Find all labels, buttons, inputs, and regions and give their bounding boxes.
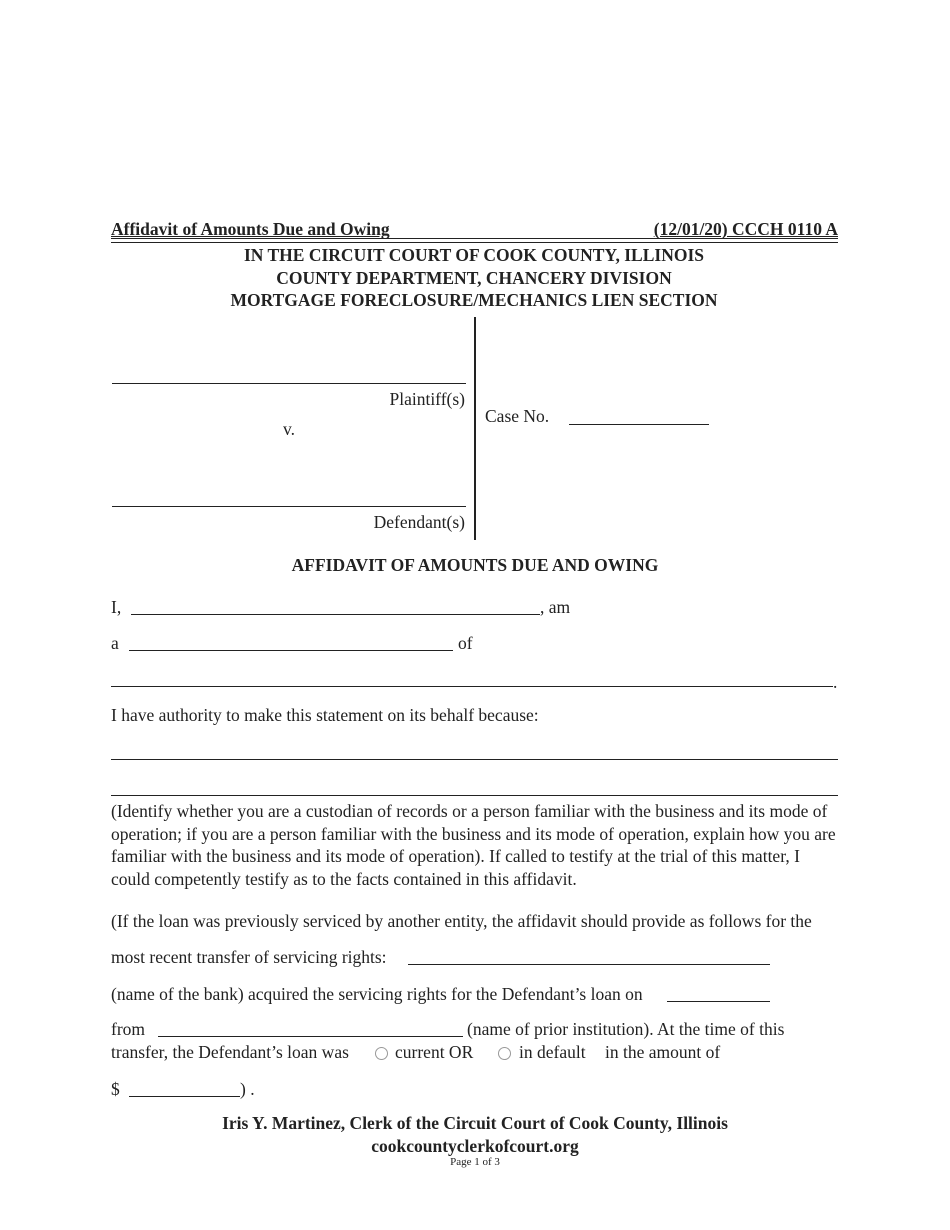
affiant-title-field[interactable] (129, 632, 453, 651)
clerk-website: cookcountyclerkofcourt.org (371, 1136, 579, 1156)
default-label: in default (519, 1042, 586, 1062)
affiant-name-field[interactable] (131, 596, 540, 615)
bank-acquired-text: (name of the bank) acquired the servicing rights for the Defendant’s loan on (111, 984, 643, 1004)
form-code: (12/01/20) CCCH 0110 A (653, 219, 838, 239)
entity-period: . (833, 672, 838, 692)
prior-institution-field[interactable] (158, 1018, 463, 1037)
dollar-sign: $ (111, 1079, 120, 1099)
affidavit-title: AFFIDAVIT OF AMOUNTS DUE AND OWING (291, 555, 659, 575)
entity-field[interactable] (111, 668, 833, 687)
authority-text: I have authority to make this statement on its behalf because: (111, 705, 539, 725)
loan-intro: (If the loan was previously serviced by another entity, the affidavit should provide as follows for the (111, 911, 812, 931)
authority-field-1[interactable] (111, 741, 838, 760)
amount-close: ) . (240, 1079, 255, 1099)
header-rule-1 (111, 238, 838, 239)
header-rule-2 (111, 242, 838, 243)
from-label: from (111, 1019, 146, 1039)
of-suffix: of (458, 633, 473, 653)
case-no-field[interactable] (569, 406, 709, 425)
amount-text: in the amount of (605, 1042, 721, 1062)
recent-transfer-label: most recent transfer of servicing rights: (111, 947, 387, 967)
current-label: current OR (395, 1042, 474, 1062)
court-line-2: COUNTY DEPARTMENT, CHANCERY DIVISION (276, 267, 672, 288)
prior-institution-text: (name of prior institution). At the time of this (467, 1019, 785, 1039)
form-title: Affidavit of Amounts Due and Owing (111, 219, 390, 239)
a-prefix: a (111, 633, 119, 653)
case-no-label: Case No. (485, 406, 550, 426)
current-radio[interactable] (375, 1047, 388, 1060)
i-prefix: I, (111, 597, 122, 617)
amount-field[interactable] (129, 1078, 240, 1097)
court-line-3: MORTGAGE FORECLOSURE/MECHANICS LIEN SECTION (230, 290, 718, 310)
defendant-label: Defendant(s) (373, 512, 465, 532)
transfer-date-field[interactable] (667, 983, 770, 1002)
plaintiff-field[interactable] (112, 365, 466, 384)
plaintiff-label: Plaintiff(s) (389, 389, 465, 409)
default-radio[interactable] (498, 1047, 511, 1060)
transfer-text: transfer, the Defendant’s loan was (111, 1042, 349, 1062)
clerk-name: Iris Y. Martinez, Clerk of the Circuit Court of Cook County, Illinois (222, 1113, 728, 1133)
caption-divider (474, 317, 476, 540)
page-number: Page 1 of 3 (450, 1156, 500, 1168)
defendant-field[interactable] (112, 488, 466, 507)
identify-paragraph: (Identify whether you are a custodian of records or a person familiar with the business and its mode of operation; if you are a person familiar with the business and its mode of operation, explain how you are familiar with the business and its mode of operation). If called to testify at the trial of this matter, I could competently testify as to the facts contained in this affidavit. (111, 801, 836, 889)
court-heading (0, 244, 948, 312)
recent-transfer-field[interactable] (408, 946, 770, 965)
court-line-1: IN THE CIRCUIT COURT OF COOK COUNTY, ILLINOIS (244, 245, 704, 265)
authority-field-2[interactable] (111, 777, 838, 796)
am-suffix: , am (540, 597, 571, 617)
versus-label: v. (283, 419, 295, 439)
